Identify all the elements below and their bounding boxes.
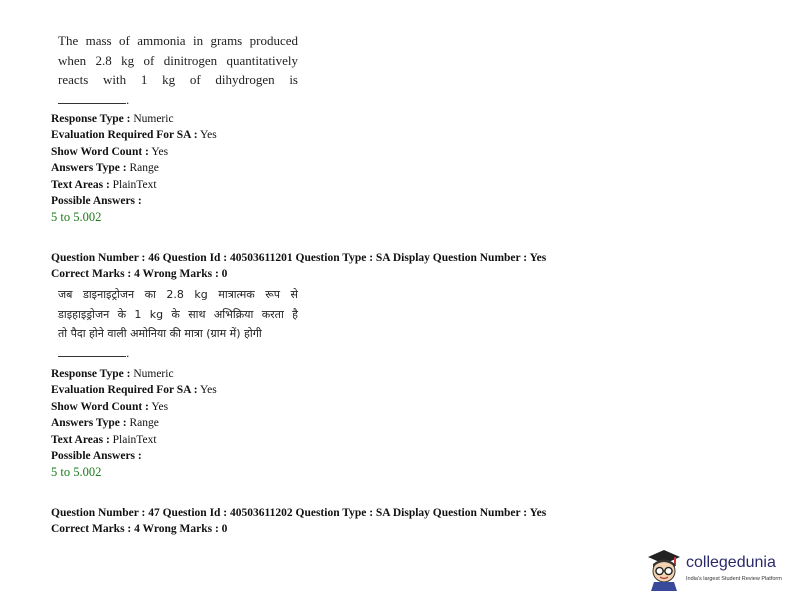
meta-label: Text Areas : (51, 178, 110, 191)
graduate-mascot-icon (644, 547, 684, 591)
question-header-47 (51, 505, 546, 538)
question-meta-46 (51, 366, 217, 481)
meta-value: Yes (151, 145, 169, 158)
question-line: जब डाइनाइट्रोजन का 2.8 kg मात्रात्मक रूप से (58, 288, 298, 301)
possible-answer-value: 5 to 5.002 (51, 210, 102, 225)
question-line: reacts with 1 kg of dihydrogen is (58, 72, 298, 87)
question-text-46 (58, 285, 298, 363)
meta-value: Numeric (133, 113, 174, 125)
meta-value: Range (129, 162, 159, 175)
question-meta-45 (51, 111, 217, 226)
meta-label: Response Type : (51, 113, 131, 125)
brand-name: collegedunia (686, 554, 776, 571)
meta-value: Numeric (133, 368, 174, 380)
meta-label: Evaluation Required For SA : (51, 129, 198, 142)
question-line: when 2.8 kg of dinitrogen quantitatively (58, 52, 298, 68)
collegedunia-logo (636, 545, 786, 595)
question-header-line: Question Number : 46 Question Id : 40503611201 Question Type : SA Display Question Number : Yes (51, 252, 547, 264)
meta-value: Range (129, 417, 159, 430)
question-text-45 (58, 31, 298, 109)
question-line: The mass of ammonia in grams produced (58, 33, 298, 48)
meta-label: Response Type : (51, 368, 131, 380)
meta-label: Evaluation Required For SA : (51, 384, 198, 397)
meta-label: Answers Type : (51, 162, 127, 175)
meta-label: Show Word Count : (51, 400, 149, 413)
meta-label: Possible Answers : (51, 195, 142, 208)
meta-label: Show Word Count : (51, 145, 149, 158)
meta-value: Yes (200, 384, 217, 397)
meta-label: Text Areas : (51, 433, 110, 446)
question-line: डाइहाइड्रोजन के 1 kg के साथ अभिक्रिया करता है (58, 307, 298, 321)
question-line: तो पैदा होने वाली अमोनिया की मात्रा (ग्राम में) होगी (58, 327, 262, 340)
meta-value: Yes (200, 129, 217, 142)
meta-value: PlainText (112, 433, 157, 446)
meta-value: PlainText (112, 178, 157, 191)
marks-line: Correct Marks : 4 Wrong Marks : 0 (51, 523, 228, 536)
question-header-line: Question Number : 47 Question Id : 40503611202 Question Type : SA Display Question Number : Yes (51, 507, 547, 519)
question-header-46 (51, 250, 546, 283)
marks-line: Correct Marks : 4 Wrong Marks : 0 (51, 268, 228, 281)
meta-value: Yes (151, 400, 169, 413)
possible-answer-value: 5 to 5.002 (51, 465, 102, 480)
answer-blank: . (58, 90, 298, 110)
answer-blank: . (58, 344, 298, 364)
brand-tagline: India's largest Student Review Platform (686, 576, 782, 582)
meta-label: Possible Answers : (51, 450, 142, 463)
meta-label: Answers Type : (51, 417, 127, 430)
